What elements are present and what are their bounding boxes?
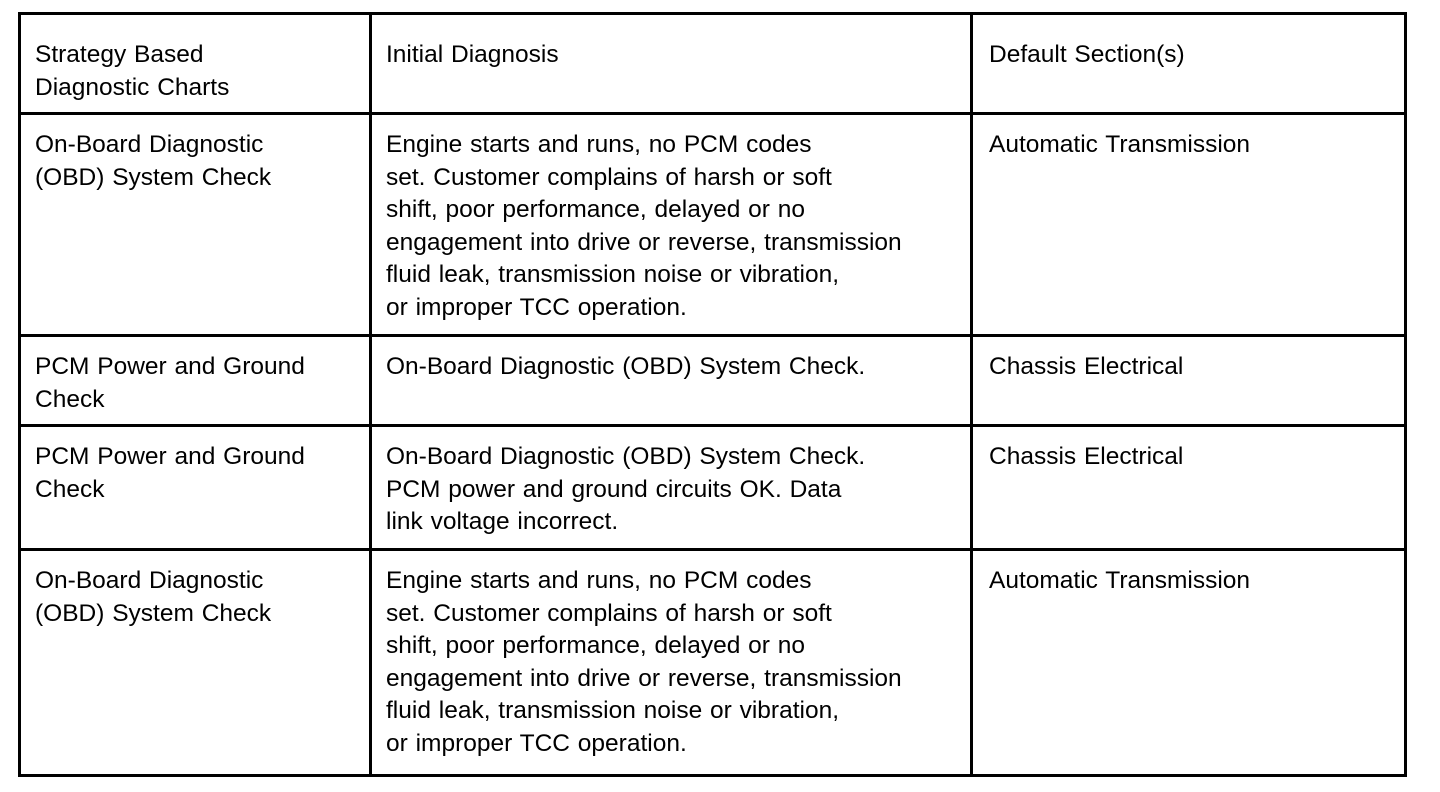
table-row: [20, 336, 1406, 426]
cell-diagnosis: Engine starts and runs, no PCM codes set. Customer complains of harsh or soft shift, poor performance, delayed or no engagement into drive or reverse, transmission fluid leak, transmission noise or vibration, or improper TCC operation.: [371, 550, 972, 776]
header-strategy-charts: Strategy Based Diagnostic Charts: [20, 14, 371, 114]
table-row: [20, 550, 1406, 776]
cell-diagnosis: On-Board Diagnostic (OBD) System Check.: [371, 336, 972, 426]
header-default-sections: Default Section(s): [972, 14, 1406, 114]
cell-chart: On-Board Diagnostic (OBD) System Check: [20, 550, 371, 776]
diagnostic-charts-table: [18, 12, 1407, 777]
cell-diagnosis: Engine starts and runs, no PCM codes set. Customer complains of harsh or soft shift, poor performance, delayed or no engagement into drive or reverse, transmission fluid leak, transmission noise or vibration, or improper TCC operation.: [371, 114, 972, 336]
cell-chart: PCM Power and Ground Check: [20, 336, 371, 426]
header-initial-diagnosis: Initial Diagnosis: [371, 14, 972, 114]
table-row: [20, 426, 1406, 550]
cell-section: Chassis Electrical: [972, 336, 1406, 426]
table-header-row: [20, 14, 1406, 114]
cell-chart: PCM Power and Ground Check: [20, 426, 371, 550]
cell-section: Chassis Electrical: [972, 426, 1406, 550]
cell-diagnosis: On-Board Diagnostic (OBD) System Check. PCM power and ground circuits OK. Data link voltage incorrect.: [371, 426, 972, 550]
cell-chart: On-Board Diagnostic (OBD) System Check: [20, 114, 371, 336]
table-row: [20, 114, 1406, 336]
cell-section: Automatic Transmission: [972, 114, 1406, 336]
cell-section: Automatic Transmission: [972, 550, 1406, 776]
